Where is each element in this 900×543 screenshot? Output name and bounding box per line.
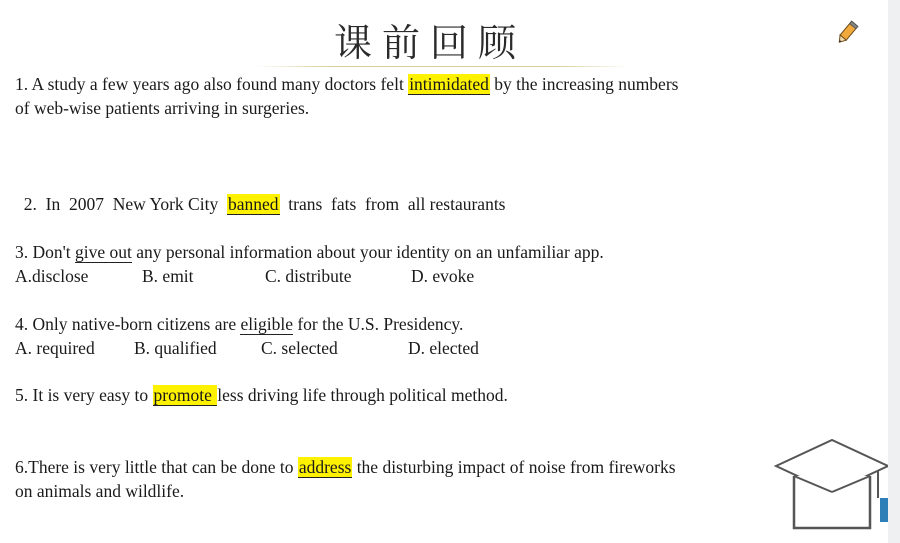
question-1-text-before: 1. A study a few years ago also found many doctors felt <box>15 74 409 94</box>
question-1-text-after: by the increasing numbers <box>489 74 679 94</box>
question-6-text-before: 6.There is very little that can be done to <box>15 457 298 477</box>
question-1-line-2: of web-wise patients arriving in surgeries. <box>15 98 310 118</box>
window-edge <box>888 0 900 543</box>
question-5 <box>15 383 508 407</box>
question-5-text-after: less driving life through political method. <box>217 385 508 405</box>
question-2-text-before: 2. In 2007 New York City <box>23 194 227 214</box>
question-4-option-b[interactable]: B. qualified <box>134 338 217 358</box>
question-3-option-d[interactable]: D. evoke <box>411 266 475 286</box>
question-6-text-after: the disturbing impact of noise from fireworks <box>352 457 676 477</box>
question-4-text-before: 4. Only native-born citizens are <box>15 314 241 334</box>
question-3-option-c[interactable]: C. distribute <box>265 266 352 286</box>
question-2-text-after: trans fats from all restaurants <box>279 194 506 214</box>
question-1-keyword: intimidated <box>409 74 489 94</box>
question-4-option-c[interactable]: C. selected <box>261 338 338 358</box>
question-4-keyword: eligible <box>240 314 293 334</box>
question-3-keyword: give out <box>75 242 132 262</box>
question-2 <box>15 168 506 216</box>
question-2-keyword: banned <box>227 194 279 214</box>
question-4 <box>15 312 479 360</box>
question-4-options <box>15 336 479 360</box>
question-4-text-after: for the U.S. Presidency. <box>292 314 464 334</box>
question-3-text-before: 3. Don't <box>15 242 76 262</box>
question-6 <box>15 455 676 503</box>
question-3-option-a[interactable]: A.disclose <box>15 266 89 286</box>
page-title: 课前回顾 <box>333 21 526 65</box>
graduation-cap-icon <box>770 436 888 536</box>
question-5-keyword: promote <box>153 385 217 405</box>
question-3-text-after: any personal information about your identity on an unfamiliar app. <box>131 242 604 262</box>
question-1 <box>15 72 678 120</box>
title-divider <box>255 66 630 67</box>
question-4-option-a[interactable]: A. required <box>15 338 95 358</box>
question-4-option-d[interactable]: D. elected <box>408 338 479 358</box>
question-6-keyword: address <box>298 457 352 477</box>
pencil-icon[interactable] <box>832 18 862 48</box>
question-5-text-before: 5. It is very easy to <box>15 385 153 405</box>
question-3-option-b[interactable]: B. emit <box>142 266 194 286</box>
question-3-options <box>15 264 604 288</box>
question-6-line-2: on animals and wildlife. <box>15 481 185 501</box>
question-3 <box>15 240 604 288</box>
